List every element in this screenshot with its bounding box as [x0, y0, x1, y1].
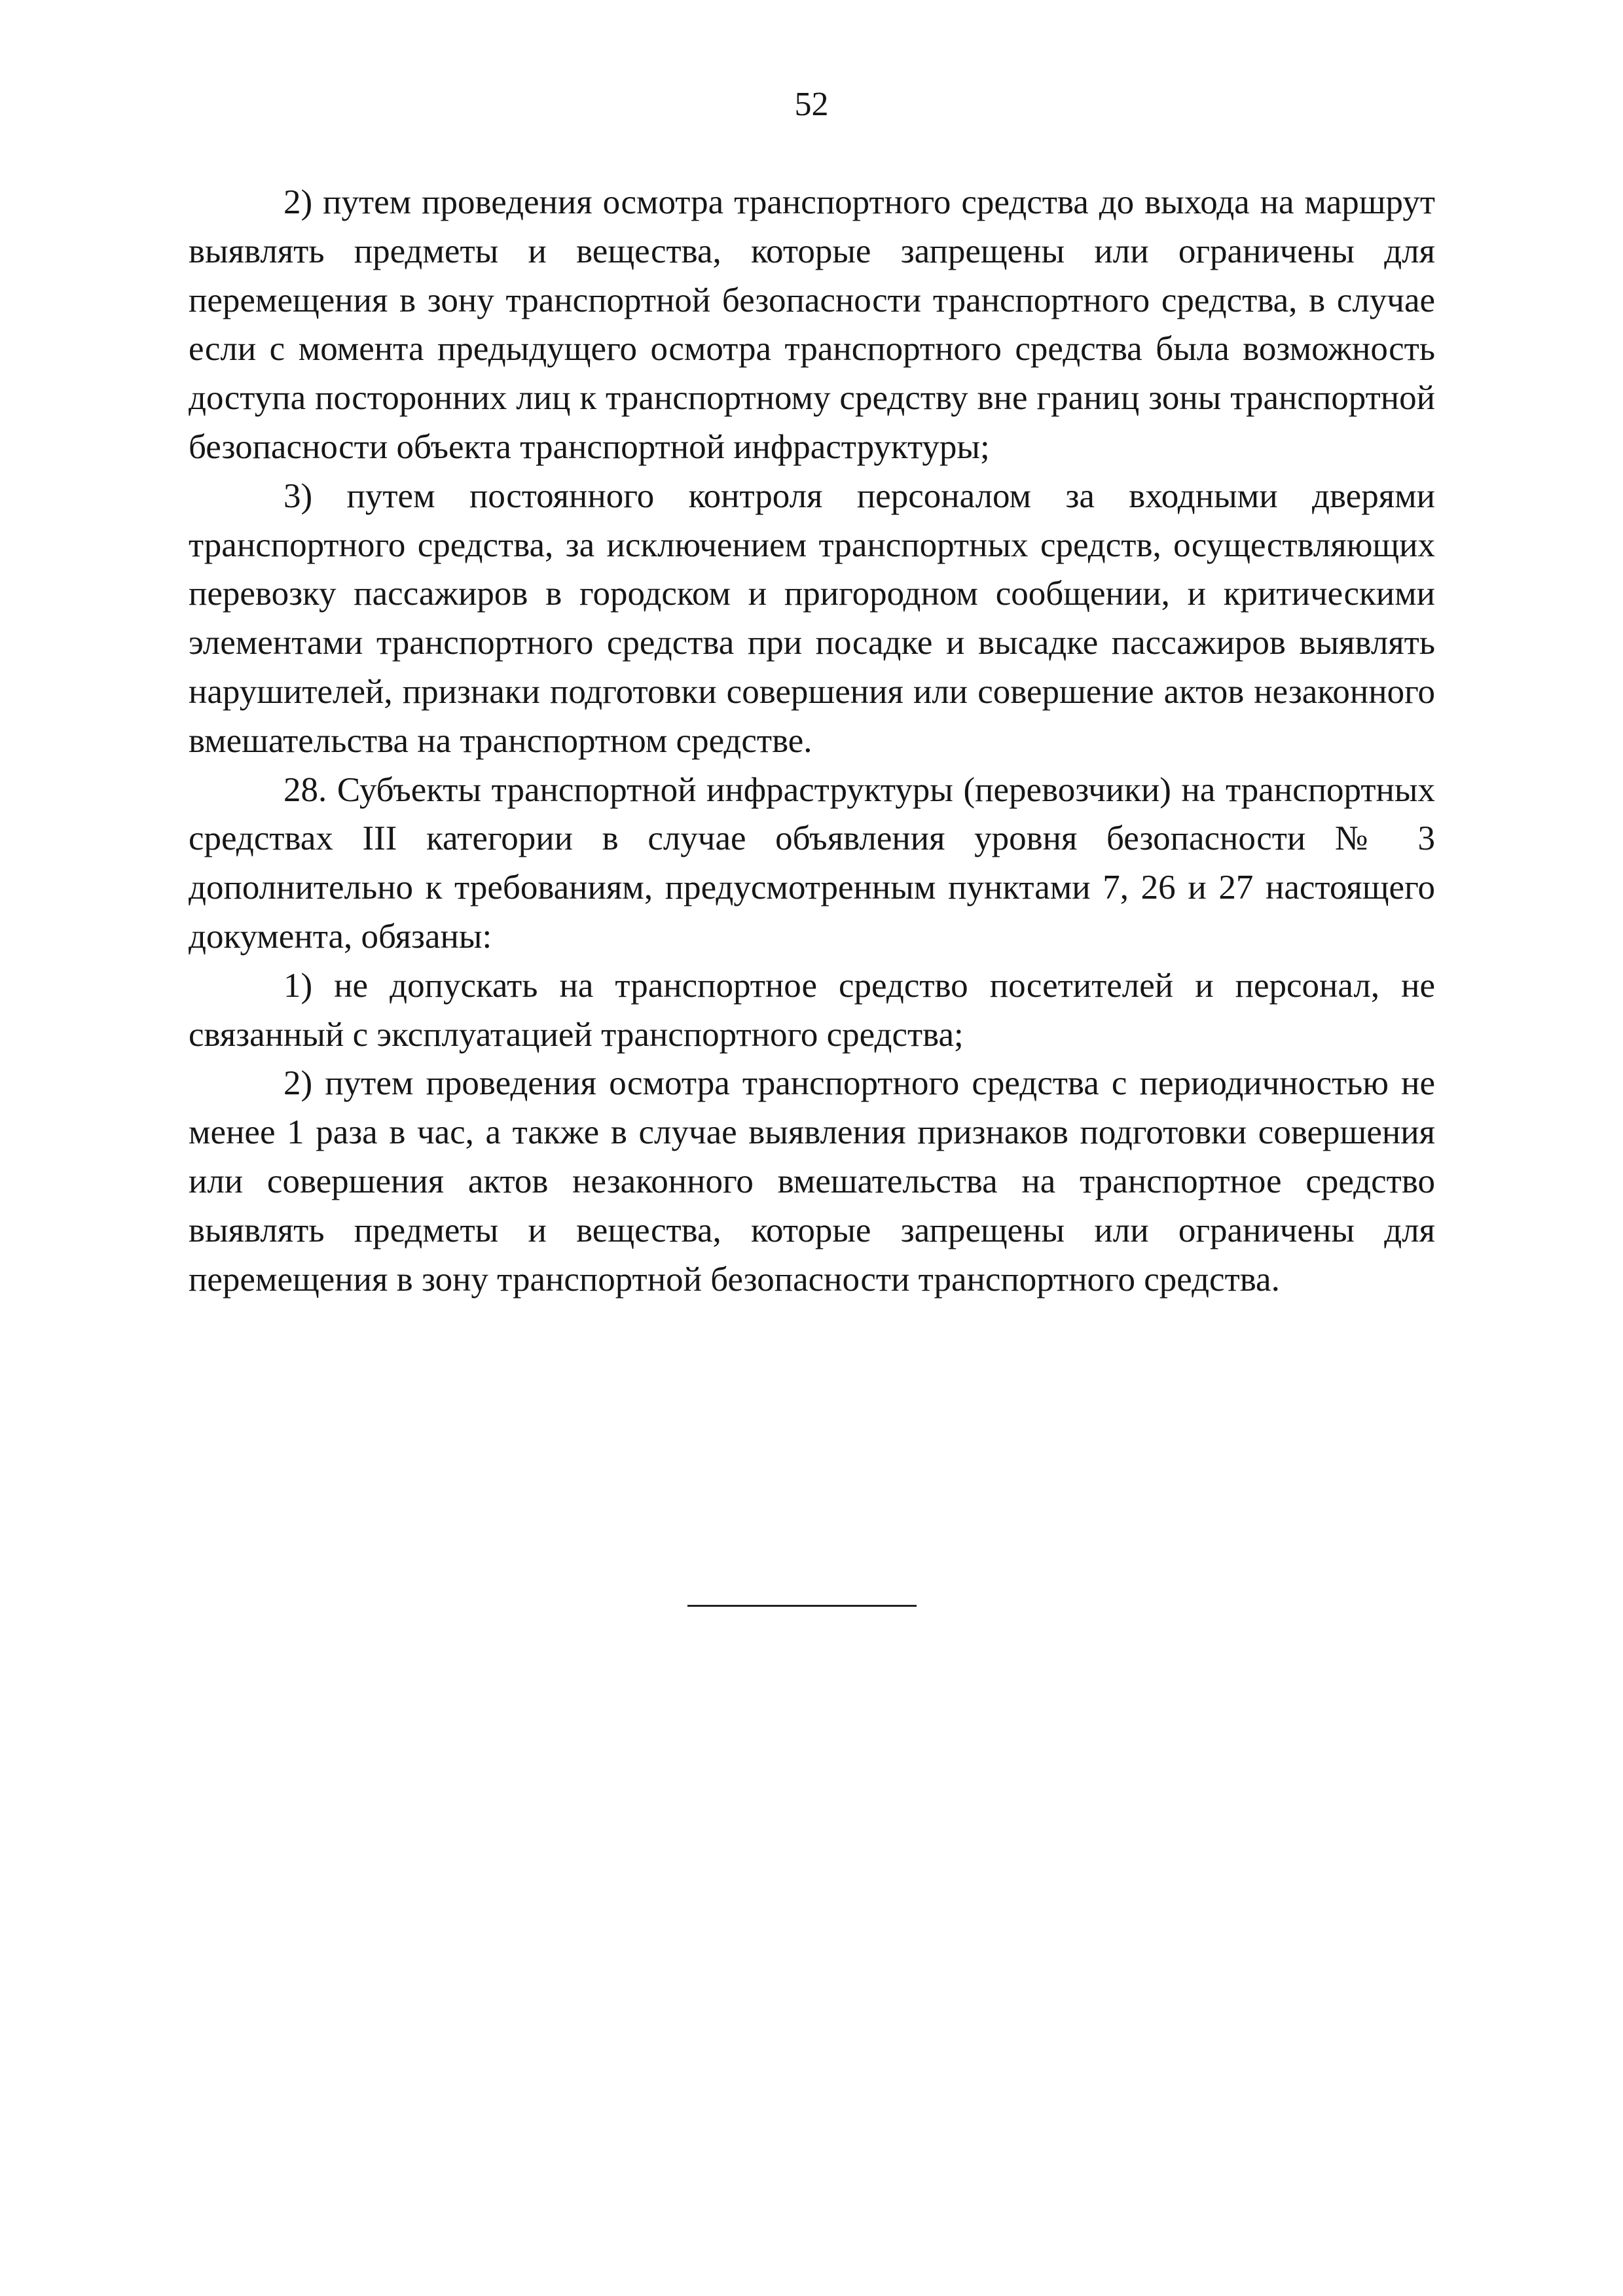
document-body	[189, 178, 1435, 1304]
paragraph-item-3-door-control: 3) путем постоянного контроля персоналом за входными дверями транспортного средства, за исключением транспортных средств, осуществляющих перевозку пассажиров в городском и пригородном сообщении, и критическими элементами транспортного средства при посадке и высадке пассажиров выявлять нарушителей, признаки подготовки совершения или совершение актов незаконного вмешательства на транспортном средстве.	[189, 476, 1435, 760]
paragraph-item-2-inspection-before-route: 2) путем проведения осмотра транспортного средства до выхода на маршрут выявлять предметы и вещества, которые запрещены или ограничены для перемещения в зону транспортной безопасности транспортного средства, в случае если с момента предыдущего осмотра транспортного средства была возможность доступа посторонних лиц к транспортному средству вне границ зоны транспортной безопасности объекта транспортной инфраструктуры;	[189, 183, 1435, 466]
paragraph-item-1-no-visitors: 1) не допускать на транспортное средство посетителей и персонал, не связанный с эксплуатацией транспортного средства;	[189, 966, 1435, 1054]
closing-divider-line	[687, 1605, 917, 1607]
paragraph-section-28: 28. Субъекты транспортной инфраструктуры (перевозчики) на транспортных средствах III категории в случае объявления уровня безопасности № 3 дополнительно к требованиям, предусмотренным пунктами 7, 26 и 27 настоящего документа, обязаны:	[189, 770, 1435, 956]
paragraph-item-2-hourly-inspection: 2) путем проведения осмотра транспортного средства с периодичностью не менее 1 раза в час, а также в случае выявления признаков подготовки совершения или совершения актов незаконного вмешательства на транспортное средство выявлять предметы и вещества, которые запрещены или ограничены для перемещения в зону транспортной безопасности транспортного средства.	[189, 1064, 1435, 1299]
page-number: 52	[794, 86, 829, 123]
